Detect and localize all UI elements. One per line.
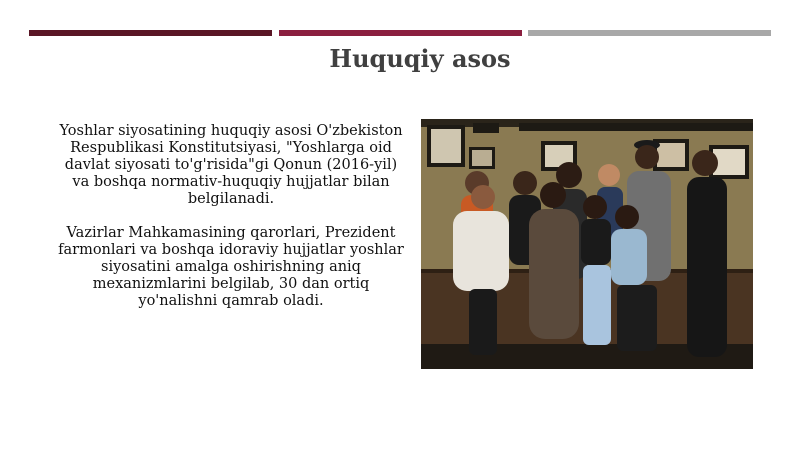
accent-bar-dark-red — [29, 30, 272, 36]
body-text — [55, 123, 407, 327]
accent-bar-red — [279, 30, 522, 36]
accent-bar-gray — [528, 30, 771, 36]
slide-title: Huquqiy asos — [329, 44, 511, 73]
paragraph-2: Vazirlar Mahkamasining qarorlari, Prezident farmonlari va boshqa idoraviy hujjatlar yoshlar siyosatini amalga oshirishning aniq mexanizmlarini belgilab, 30 dan ortiq yo'nalishni qamrab oladi. — [58, 225, 404, 309]
group-photo — [421, 119, 753, 369]
paragraph-1: Yoshlar siyosatining huquqiy asosi O'zbekiston Respublikasi Konstitutsiyasi, "Yoshlarga oid davlat siyosati to'g'risida"gi Qonun (2016-yil) va boshqa normativ-huquqiy hujjatlar bilan belgilanadi. — [59, 123, 403, 207]
